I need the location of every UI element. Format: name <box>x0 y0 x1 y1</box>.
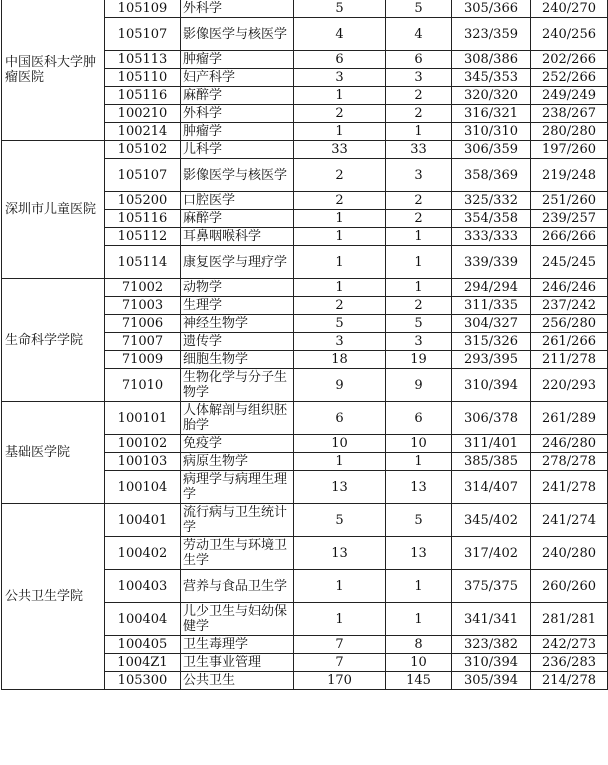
count-1-cell: 1 <box>294 228 386 246</box>
count-1-cell: 1 <box>294 279 386 297</box>
count-2-cell: 13 <box>386 471 452 504</box>
score-range-1-cell: 293/395 <box>452 351 531 369</box>
major-cell: 妇产科学 <box>181 69 294 87</box>
department-cell: 生命科学学院 <box>2 279 105 402</box>
count-1-cell: 13 <box>294 537 386 570</box>
count-2-cell: 10 <box>386 654 452 672</box>
count-2-cell: 9 <box>386 369 452 402</box>
score-range-1-cell: 294/294 <box>452 279 531 297</box>
score-range-2-cell: 260/260 <box>531 570 608 603</box>
major-cell: 影像医学与核医学 <box>181 18 294 51</box>
count-1-cell: 170 <box>294 672 386 690</box>
score-range-2-cell: 241/278 <box>531 471 608 504</box>
score-range-2-cell: 252/266 <box>531 69 608 87</box>
count-1-cell: 2 <box>294 192 386 210</box>
score-range-1-cell: 345/402 <box>452 504 531 537</box>
code-cell: 71009 <box>105 351 181 369</box>
table-row <box>2 402 608 435</box>
code-cell: 105107 <box>105 18 181 51</box>
score-range-1-cell: 316/321 <box>452 105 531 123</box>
count-2-cell: 6 <box>386 51 452 69</box>
count-2-cell: 13 <box>386 537 452 570</box>
score-range-1-cell: 323/359 <box>452 18 531 51</box>
score-range-1-cell: 385/385 <box>452 453 531 471</box>
score-range-2-cell: 197/260 <box>531 141 608 159</box>
count-2-cell: 145 <box>386 672 452 690</box>
major-cell: 儿科学 <box>181 141 294 159</box>
department-cell: 中国医科大学肿瘤医院 <box>2 0 105 141</box>
count-1-cell: 2 <box>294 105 386 123</box>
major-cell: 公共卫生 <box>181 672 294 690</box>
score-range-1-cell: 317/402 <box>452 537 531 570</box>
score-range-2-cell: 249/249 <box>531 87 608 105</box>
code-cell: 100214 <box>105 123 181 141</box>
score-range-1-cell: 320/320 <box>452 87 531 105</box>
score-range-2-cell: 246/246 <box>531 279 608 297</box>
count-1-cell: 1 <box>294 210 386 228</box>
score-range-1-cell: 305/394 <box>452 672 531 690</box>
score-range-1-cell: 306/359 <box>452 141 531 159</box>
count-1-cell: 5 <box>294 0 386 18</box>
score-range-2-cell: 278/278 <box>531 453 608 471</box>
count-2-cell: 8 <box>386 636 452 654</box>
count-2-cell: 1 <box>386 246 452 279</box>
count-1-cell: 3 <box>294 333 386 351</box>
score-range-2-cell: 219/248 <box>531 159 608 192</box>
score-range-2-cell: 246/280 <box>531 435 608 453</box>
major-cell: 免疫学 <box>181 435 294 453</box>
count-2-cell: 5 <box>386 0 452 18</box>
code-cell: 71010 <box>105 369 181 402</box>
major-cell: 动物学 <box>181 279 294 297</box>
score-range-1-cell: 305/366 <box>452 0 531 18</box>
score-range-1-cell: 310/394 <box>452 654 531 672</box>
code-cell: 100104 <box>105 471 181 504</box>
count-1-cell: 1 <box>294 246 386 279</box>
code-cell: 100402 <box>105 537 181 570</box>
count-2-cell: 1 <box>386 603 452 636</box>
count-2-cell: 4 <box>386 18 452 51</box>
code-cell: 100101 <box>105 402 181 435</box>
table-row <box>2 279 608 297</box>
code-cell: 105113 <box>105 51 181 69</box>
table-row <box>2 0 608 18</box>
score-range-1-cell: 311/335 <box>452 297 531 315</box>
code-cell: 105112 <box>105 228 181 246</box>
score-range-1-cell: 345/353 <box>452 69 531 87</box>
major-cell: 影像医学与核医学 <box>181 159 294 192</box>
count-1-cell: 18 <box>294 351 386 369</box>
score-range-2-cell: 240/256 <box>531 18 608 51</box>
department-cell: 深圳市儿童医院 <box>2 141 105 279</box>
score-range-2-cell: 251/260 <box>531 192 608 210</box>
score-range-2-cell: 281/281 <box>531 603 608 636</box>
count-1-cell: 10 <box>294 435 386 453</box>
score-range-2-cell: 261/266 <box>531 333 608 351</box>
count-1-cell: 33 <box>294 141 386 159</box>
score-range-1-cell: 325/332 <box>452 192 531 210</box>
code-cell: 1004Z1 <box>105 654 181 672</box>
code-cell: 100103 <box>105 453 181 471</box>
score-range-1-cell: 323/382 <box>452 636 531 654</box>
count-2-cell: 1 <box>386 279 452 297</box>
major-cell: 康复医学与理疗学 <box>181 246 294 279</box>
score-range-2-cell: 202/266 <box>531 51 608 69</box>
count-2-cell: 1 <box>386 453 452 471</box>
count-2-cell: 2 <box>386 87 452 105</box>
count-2-cell: 1 <box>386 123 452 141</box>
code-cell: 105116 <box>105 87 181 105</box>
count-2-cell: 3 <box>386 333 452 351</box>
department-cell: 基础医学院 <box>2 402 105 504</box>
count-2-cell: 5 <box>386 504 452 537</box>
major-cell: 劳动卫生与环境卫生学 <box>181 537 294 570</box>
score-range-2-cell: 256/280 <box>531 315 608 333</box>
count-2-cell: 10 <box>386 435 452 453</box>
count-1-cell: 5 <box>294 504 386 537</box>
code-cell: 100401 <box>105 504 181 537</box>
code-cell: 100102 <box>105 435 181 453</box>
code-cell: 105107 <box>105 159 181 192</box>
score-range-1-cell: 339/339 <box>452 246 531 279</box>
count-1-cell: 2 <box>294 297 386 315</box>
major-cell: 麻醉学 <box>181 210 294 228</box>
count-1-cell: 7 <box>294 654 386 672</box>
count-1-cell: 5 <box>294 315 386 333</box>
score-range-2-cell: 240/270 <box>531 0 608 18</box>
major-cell: 人体解剖与组织胚胎学 <box>181 402 294 435</box>
code-cell: 100403 <box>105 570 181 603</box>
score-range-1-cell: 306/378 <box>452 402 531 435</box>
score-range-1-cell: 315/326 <box>452 333 531 351</box>
code-cell: 105109 <box>105 0 181 18</box>
major-cell: 口腔医学 <box>181 192 294 210</box>
score-range-2-cell: 280/280 <box>531 123 608 141</box>
count-1-cell: 3 <box>294 69 386 87</box>
code-cell: 100404 <box>105 603 181 636</box>
score-range-1-cell: 310/310 <box>452 123 531 141</box>
code-cell: 105110 <box>105 69 181 87</box>
major-cell: 生物化学与分子生物学 <box>181 369 294 402</box>
score-range-2-cell: 214/278 <box>531 672 608 690</box>
major-cell: 病理学与病理生理学 <box>181 471 294 504</box>
score-range-2-cell: 242/273 <box>531 636 608 654</box>
count-2-cell: 1 <box>386 228 452 246</box>
score-range-2-cell: 241/274 <box>531 504 608 537</box>
department-cell: 公共卫生学院 <box>2 504 105 690</box>
code-cell: 71002 <box>105 279 181 297</box>
count-1-cell: 7 <box>294 636 386 654</box>
score-range-2-cell: 245/245 <box>531 246 608 279</box>
major-cell: 生理学 <box>181 297 294 315</box>
score-range-2-cell: 238/267 <box>531 105 608 123</box>
code-cell: 100405 <box>105 636 181 654</box>
score-range-1-cell: 354/358 <box>452 210 531 228</box>
major-cell: 流行病与卫生统计学 <box>181 504 294 537</box>
code-cell: 105102 <box>105 141 181 159</box>
code-cell: 100210 <box>105 105 181 123</box>
score-range-2-cell: 261/289 <box>531 402 608 435</box>
count-1-cell: 9 <box>294 369 386 402</box>
code-cell: 105114 <box>105 246 181 279</box>
count-1-cell: 1 <box>294 453 386 471</box>
major-cell: 细胞生物学 <box>181 351 294 369</box>
score-range-1-cell: 314/407 <box>452 471 531 504</box>
count-2-cell: 6 <box>386 402 452 435</box>
score-range-2-cell: 211/278 <box>531 351 608 369</box>
score-range-2-cell: 236/283 <box>531 654 608 672</box>
score-range-1-cell: 311/401 <box>452 435 531 453</box>
code-cell: 105200 <box>105 192 181 210</box>
count-1-cell: 6 <box>294 402 386 435</box>
count-1-cell: 1 <box>294 570 386 603</box>
score-range-2-cell: 220/293 <box>531 369 608 402</box>
major-cell: 耳鼻咽喉科学 <box>181 228 294 246</box>
count-1-cell: 6 <box>294 51 386 69</box>
major-cell: 神经生物学 <box>181 315 294 333</box>
score-range-1-cell: 358/369 <box>452 159 531 192</box>
count-2-cell: 2 <box>386 192 452 210</box>
admission-table <box>1 0 608 690</box>
score-range-1-cell: 304/327 <box>452 315 531 333</box>
score-range-2-cell: 266/266 <box>531 228 608 246</box>
code-cell: 71007 <box>105 333 181 351</box>
count-2-cell: 2 <box>386 297 452 315</box>
count-1-cell: 1 <box>294 603 386 636</box>
count-1-cell: 1 <box>294 87 386 105</box>
code-cell: 71003 <box>105 297 181 315</box>
score-range-1-cell: 341/341 <box>452 603 531 636</box>
code-cell: 71006 <box>105 315 181 333</box>
count-2-cell: 33 <box>386 141 452 159</box>
major-cell: 肿瘤学 <box>181 51 294 69</box>
count-2-cell: 1 <box>386 570 452 603</box>
major-cell: 卫生毒理学 <box>181 636 294 654</box>
major-cell: 肿瘤学 <box>181 123 294 141</box>
code-cell: 105300 <box>105 672 181 690</box>
code-cell: 105116 <box>105 210 181 228</box>
count-1-cell: 1 <box>294 123 386 141</box>
major-cell: 遗传学 <box>181 333 294 351</box>
count-2-cell: 19 <box>386 351 452 369</box>
count-2-cell: 3 <box>386 69 452 87</box>
score-range-1-cell: 375/375 <box>452 570 531 603</box>
count-2-cell: 3 <box>386 159 452 192</box>
table-row <box>2 141 608 159</box>
count-2-cell: 2 <box>386 210 452 228</box>
count-1-cell: 13 <box>294 471 386 504</box>
major-cell: 病原生物学 <box>181 453 294 471</box>
count-1-cell: 2 <box>294 159 386 192</box>
major-cell: 儿少卫生与妇幼保健学 <box>181 603 294 636</box>
score-range-1-cell: 333/333 <box>452 228 531 246</box>
table-row <box>2 504 608 537</box>
count-2-cell: 2 <box>386 105 452 123</box>
major-cell: 营养与食品卫生学 <box>181 570 294 603</box>
score-range-2-cell: 240/280 <box>531 537 608 570</box>
major-cell: 外科学 <box>181 105 294 123</box>
score-range-1-cell: 308/386 <box>452 51 531 69</box>
score-range-2-cell: 239/257 <box>531 210 608 228</box>
count-1-cell: 4 <box>294 18 386 51</box>
major-cell: 麻醉学 <box>181 87 294 105</box>
major-cell: 外科学 <box>181 0 294 18</box>
table-body <box>2 0 608 690</box>
score-range-1-cell: 310/394 <box>452 369 531 402</box>
count-2-cell: 5 <box>386 315 452 333</box>
major-cell: 卫生事业管理 <box>181 654 294 672</box>
score-range-2-cell: 237/242 <box>531 297 608 315</box>
